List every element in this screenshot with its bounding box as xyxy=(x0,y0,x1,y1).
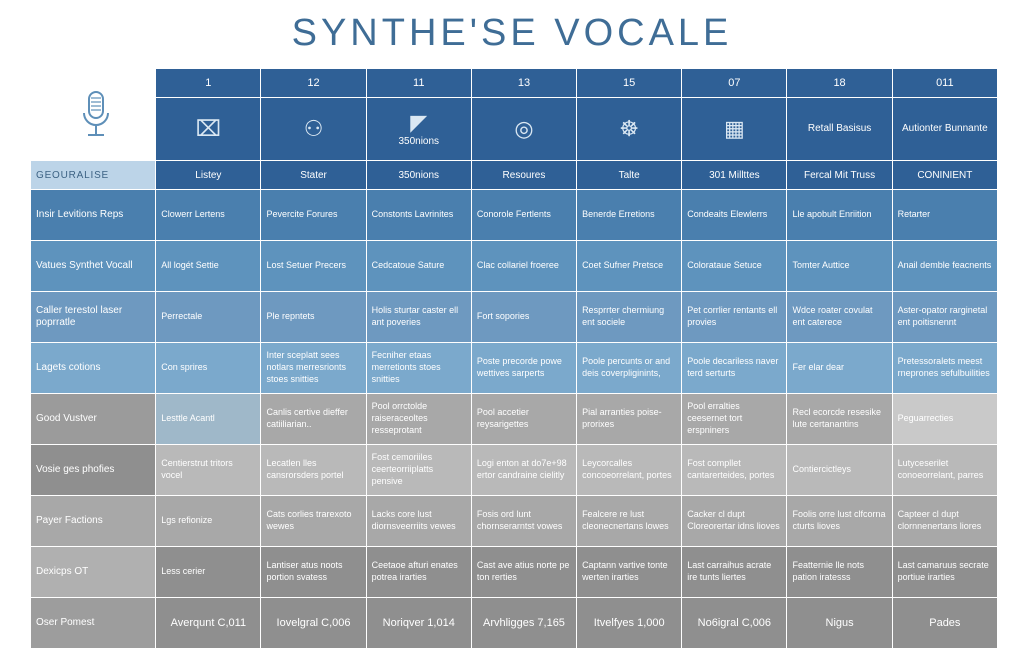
table-cell: Pool orrctolde raiseraceoltes resseprotant xyxy=(366,394,471,445)
table-cell: Fosis ord lunt chornserarntst vowes xyxy=(471,496,576,547)
column-number: 11 xyxy=(366,69,471,98)
row-label: Payer Factions xyxy=(31,496,156,547)
row-label: Caller terestol laser poprratle xyxy=(31,292,156,343)
table-row xyxy=(31,241,998,292)
table-row xyxy=(31,496,998,547)
total-cell: No6igral C,006 xyxy=(682,598,787,649)
table-cell: Capteer cl dupt clornnenertans liores xyxy=(892,496,997,547)
table-cell: Lutyceserilet conoeorrelant, parres xyxy=(892,445,997,496)
table-cell: Logi enton at do7e+98 ertor candraine cielitly xyxy=(471,445,576,496)
table-cell: Poste precorde powe wettives sarperts xyxy=(471,343,576,394)
table-row xyxy=(31,394,998,445)
table-cell: Canlis certive dieffer catiiliarian.. xyxy=(261,394,366,445)
band-cell: 301 Millttes xyxy=(682,161,787,190)
column-number: 1 xyxy=(156,69,261,98)
table-cell: Lesttle Acantl xyxy=(156,394,261,445)
row-label: Good Vustver xyxy=(31,394,156,445)
page-title: SYNTHE'SE VOCALE xyxy=(291,12,733,54)
table-row xyxy=(31,190,998,241)
table-cell: Lecatlen lles cansrorsders portel xyxy=(261,445,366,496)
table-cell: Ple repntets xyxy=(261,292,366,343)
band-cell: CONINIENT xyxy=(892,161,997,190)
row-label: Dexicps OT xyxy=(31,547,156,598)
table-cell: Ceetaoe afturi enates potrea irarties xyxy=(366,547,471,598)
column-number: 011 xyxy=(892,69,997,98)
table-cell: Retarter xyxy=(892,190,997,241)
total-cell: Averqunt C,011 xyxy=(156,598,261,649)
microphone-icon xyxy=(261,98,366,161)
column-number: 13 xyxy=(471,69,576,98)
table-cell: Condeaits Elewlerrs xyxy=(682,190,787,241)
microphone-icon xyxy=(76,89,110,137)
column-number: 07 xyxy=(682,69,787,98)
table-cell: Aster-opator rarginetal ent poitisnennt xyxy=(892,292,997,343)
brain-icon xyxy=(577,98,682,161)
column-number: 12 xyxy=(261,69,366,98)
table-cell: Holis sturtar caster ell ant poveries xyxy=(366,292,471,343)
row-label: Oser Pomest xyxy=(31,598,156,649)
table-cell: Cacker cl dupt Cloreorertar idns lioves xyxy=(682,496,787,547)
table-cell: Perrectale xyxy=(156,292,261,343)
network-icon xyxy=(156,98,261,161)
band-cell: Resoures xyxy=(471,161,576,190)
total-cell: Nigus xyxy=(787,598,892,649)
table-cell: Pool erralties ceesernet tort erspniners xyxy=(682,394,787,445)
table-cell: Benerde Erretions xyxy=(577,190,682,241)
table-cell: Cedcatoue Sature xyxy=(366,241,471,292)
total-cell: Arvhligges 7,165 xyxy=(471,598,576,649)
row-label: Lagets cotions xyxy=(31,343,156,394)
table-cell: Fost cemoriiles ceerteorriiplatts pensive xyxy=(366,445,471,496)
table-cell: Peguarrecties xyxy=(892,394,997,445)
table-cell: Last carraihus acrate ire tunts liertes xyxy=(682,547,787,598)
row-label: Vatues Synthet Vocall xyxy=(31,241,156,292)
table-cell: All logét Settie xyxy=(156,241,261,292)
table-cell: Lost Setuer Precers xyxy=(261,241,366,292)
table-cell: Foolis orre lust clfcorna cturts lioves xyxy=(787,496,892,547)
table-cell: Pretessoralets meest rneprones sefulbuilities xyxy=(892,343,997,394)
table-row xyxy=(31,547,998,598)
table-cell: Resprrter chermiung ent sociele xyxy=(577,292,682,343)
table-cell: Poole percunts or and deis coverpliginints, xyxy=(577,343,682,394)
table-cell: Clac collariel froeree xyxy=(471,241,576,292)
row-label: Vosie ges phofies xyxy=(31,445,156,496)
total-cell: Itvelfyes 1,000 xyxy=(577,598,682,649)
table-cell: Fecniher etaas merretionts stoes snitties xyxy=(366,343,471,394)
table-cell: Fost compllet cantarerteides, portes xyxy=(682,445,787,496)
target-icon xyxy=(471,98,576,161)
table-cell: Coet Sufner Pretsce xyxy=(577,241,682,292)
table-cell: Cast ave atius norte pe ton rerties xyxy=(471,547,576,598)
table-row-totals xyxy=(31,598,998,649)
column-number: 18 xyxy=(787,69,892,98)
table-cell: Last camaruus secrate portiue irarties xyxy=(892,547,997,598)
table-row xyxy=(31,292,998,343)
table-cell: Pevercite Forures xyxy=(261,190,366,241)
table-row xyxy=(31,445,998,496)
band-row-label: GEOURALISE xyxy=(31,161,156,190)
table-cell: Tomter Auttice xyxy=(787,241,892,292)
column-text-header xyxy=(892,98,997,161)
table-cell: Pet corrlier rentants ell provies xyxy=(682,292,787,343)
table-cell: Leycorcalles concoeorrelant, portes xyxy=(577,445,682,496)
table-cell: Lantiser atus noots portion svatess xyxy=(261,547,366,598)
total-cell: Iovelgral C,006 xyxy=(261,598,366,649)
table-cell: Fer elar dear xyxy=(787,343,892,394)
table-cell: Less cerier xyxy=(156,547,261,598)
table-cell: Featternie lle nots pation iratesss xyxy=(787,547,892,598)
chart-icon xyxy=(682,98,787,161)
megaphone-icon-glyph: ◤ xyxy=(410,109,428,135)
table-cell: Pool accetier reysarigettes xyxy=(471,394,576,445)
table-cell: Fort sopories xyxy=(471,292,576,343)
total-cell: Pades xyxy=(892,598,997,649)
table-row xyxy=(31,343,998,394)
column-text-header xyxy=(787,98,892,161)
table-cell: Anail demble feacnents xyxy=(892,241,997,292)
header-icon-row xyxy=(31,98,998,161)
table-cell: Inter sceplatt sees notlars merresrionts stoes snitties xyxy=(261,343,366,394)
table-cell: Poole decariless naver terd serturts xyxy=(682,343,787,394)
table-cell: Centierstrut tritors vocel xyxy=(156,445,261,496)
header-number-row xyxy=(31,69,998,98)
table-cell: Captann vartive tonte werten irarties xyxy=(577,547,682,598)
row-label: Insir Levitions Reps xyxy=(31,190,156,241)
table-cell: Conorole Fertlents xyxy=(471,190,576,241)
table-cell: Lacks core lust diornsveerriits vewes xyxy=(366,496,471,547)
network-icon-glyph: ⌧ xyxy=(195,116,222,141)
logo-cell xyxy=(31,69,156,161)
column-icon-label: 350nions xyxy=(398,135,440,147)
table-cell: Contiercictleys xyxy=(787,445,892,496)
table-cell: Pial arranties poise-prorixes xyxy=(577,394,682,445)
band-cell: Fercal Mit Truss xyxy=(787,161,892,190)
column-icon-label: Autionter Bunnante xyxy=(902,122,988,134)
band-cell: Listey xyxy=(156,161,261,190)
megaphone-icon xyxy=(366,98,471,161)
table-cell: Cats corlies trarexoto wewes xyxy=(261,496,366,547)
band-row xyxy=(31,161,998,190)
band-cell: Stater xyxy=(261,161,366,190)
brain-icon-glyph: ☸ xyxy=(619,116,640,141)
matrix-table xyxy=(30,68,998,649)
table-cell: Constonts Lavrinites xyxy=(366,190,471,241)
target-icon-glyph: ◎ xyxy=(514,116,534,141)
column-number: 15 xyxy=(577,69,682,98)
microphone-icon-glyph: ⚇ xyxy=(303,116,324,141)
table-cell: Colorataue Setuce xyxy=(682,241,787,292)
table-cell: Recl ecorcde resesike lute certanantins xyxy=(787,394,892,445)
table-cell: Fealcere re lust cleonecnertans lowes xyxy=(577,496,682,547)
table-cell: Wdce roater covulat ent caterece xyxy=(787,292,892,343)
chart-icon-glyph: ▦ xyxy=(723,116,745,141)
band-cell: 350nions xyxy=(366,161,471,190)
column-icon-label: Retall Basisus xyxy=(807,122,872,134)
table-cell: Clowerr Lertens xyxy=(156,190,261,241)
total-cell: Noriqver 1,014 xyxy=(366,598,471,649)
table-cell: Con sprires xyxy=(156,343,261,394)
table-cell: Lle apobult Enriition xyxy=(787,190,892,241)
table-cell: Lgs refionize xyxy=(156,496,261,547)
band-cell: Talte xyxy=(577,161,682,190)
